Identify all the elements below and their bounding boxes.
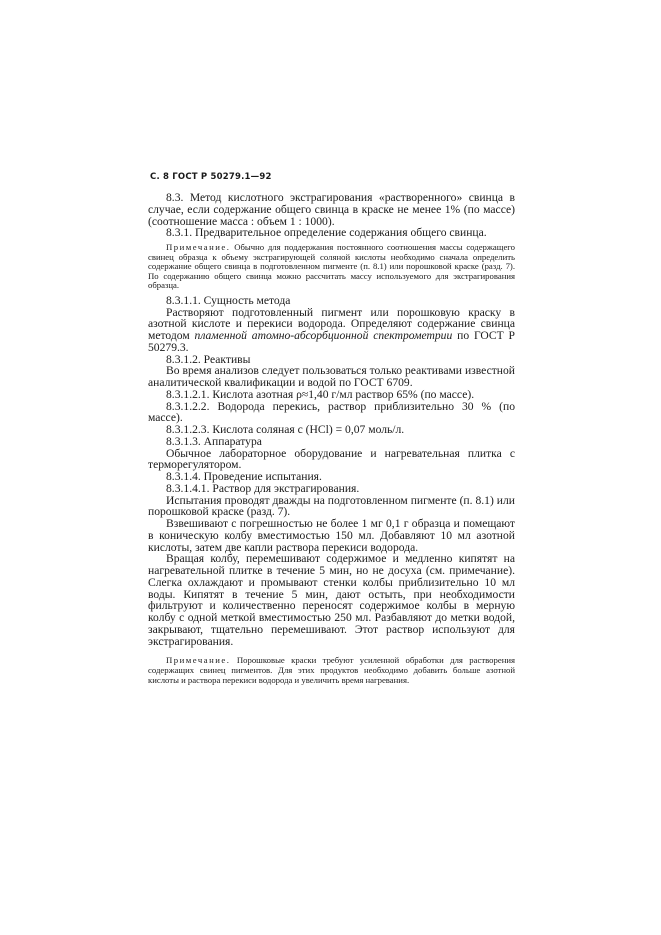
paragraph-hydrogen-peroxide: 8.3.1.2.2. Водорода перекись, раствор приблизительно 30 % (по массе). <box>148 399 515 425</box>
heading-apparatus: 8.3.1.3. Аппаратура <box>166 434 262 448</box>
paragraph-nitric-acid: 8.3.1.2.1. Кислота азотная ρ≈1,40 г/мл раствор 65% (по массе). <box>166 387 475 401</box>
heading-essence: 8.3.1.1. Сущность метода <box>166 293 291 307</box>
paragraph-apparatus: Обычное лабораторное оборудование и нагревательная плитка с терморегулятором. <box>148 446 515 472</box>
note-1 <box>148 243 515 291</box>
paragraph-hydrochloric-acid: 8.3.1.2.3. Кислота соляная c (HCl) = 0,07 моль/л. <box>166 423 405 437</box>
method-name: пламенной атомно-абсорбционной спектрометрии <box>194 329 453 343</box>
note-2 <box>148 656 515 685</box>
heading-solution: 8.3.1.4.1. Раствор для экстрагирования. <box>166 481 360 495</box>
note-2-text: Порошковые краски требуют усиленной обработки для растворения содержащих свинец пигментов. Для этих продуктов необходимо добавить больше азотной кислоты и раствора перекиси водорода и увеличить время нагревания. <box>148 655 516 685</box>
paragraph-boiling: Вращая колбу, перемешивают содержимое и медленно кипятят на нагревательной плитке в течение 5 мин, но не досуха (см. примечание). Слегка охлаждают и промывают стенки колбы приблизительно 10 мл воды. Кипятят в течение 5 мин, дают остыть, при необходимости фильтруют и количественно переносят содержимое колбы в мерную колбу с одной меткой вместимостью 250 мл. Разбавляют до метки водой, закрывают, тщательно перемешивают. Этот раствор используют для экстрагирования. <box>148 552 515 648</box>
note-1-text: Обычно для поддержания постоянного соотношения массы содержащего свинец образца к объему экстрагирующей соляной кислоты необходимо сначала определить содержание общего свинца в подготовленном пигменте (п. 8.1) или порошковой краске (разд. 7). По содержанию общего свинца можно рассчитать массу используемого для экстрагирования образца. <box>148 242 515 291</box>
page-header: С. 8 ГОСТ Р 50279.1—92 <box>150 172 272 182</box>
heading-test: 8.3.1.4. Проведение испытания. <box>166 470 322 484</box>
paragraph-weighing: Взвешивают с погрешностью не более 1 мг 0,1 г образца и помещают в коническую колбу вместимостью 150 мл. Добавляют 10 мл азотной кислоты, затем две капли раствора перекиси водорода. <box>148 517 515 554</box>
note-1-label: Примечание. <box>166 242 231 252</box>
document-body <box>148 192 515 685</box>
paragraph-essence: Растворяют подготовленный пигмент или порошковую краску в азотной кислоте и перекиси водорода. Определяют содержание свинца методом пламенной атомно-абсорбционной спектрометрии по ГОСТ Р 50279.3. <box>148 305 515 354</box>
heading-reagents: 8.3.1.2. Реактивы <box>166 352 251 366</box>
paragraph-reagents: Во время анализов следует пользоваться только реактивами известной аналитической квалификации и водой по ГОСТ 6709. <box>148 364 515 390</box>
paragraph-8-3-1: 8.3.1. Предварительное определение содержания общего свинца. <box>166 226 487 240</box>
paragraph-8-3: 8.3. Метод кислотного экстрагирования «растворенного» свинца в случае, если содержание общего свинца в краске не менее 1% (по массе) (соотношение масса : объем 1 : 1000). <box>148 191 515 228</box>
paragraph-duplicate-tests: Испытания проводят дважды на подготовленном пигменте (п. 8.1) или порошковой краске (разд. 7). <box>148 493 515 519</box>
note-2-label: Примечание. <box>166 655 231 666</box>
